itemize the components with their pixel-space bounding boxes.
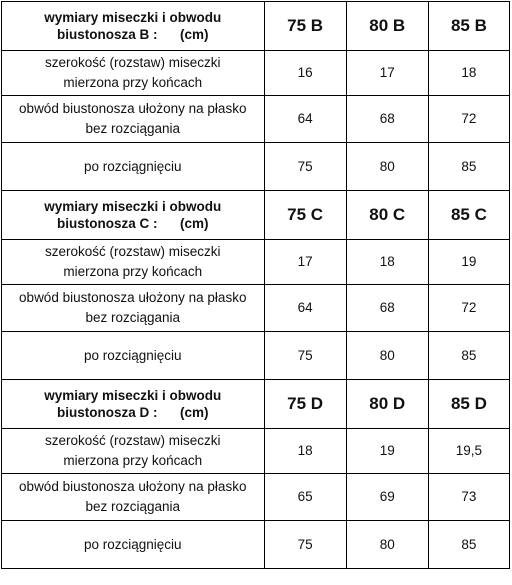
section-title-line: biustonosza C : (cm) [57,216,209,231]
size-header-cell: 85 B [428,2,509,51]
section-title [2,2,265,51]
table-row [2,143,510,191]
measurement-label-line: po rozciągnięciu [83,536,182,552]
size-header-cell: 75 D [264,380,346,429]
measurement-value: 68 [346,96,428,143]
measurement-label [2,429,265,474]
section-header-row [2,380,510,429]
size-header-cell: 80 B [346,2,428,51]
measurement-value: 19 [346,429,428,474]
table-row [2,51,510,96]
table-row [2,474,510,521]
measurement-label-line: mierzona przy końcach [63,453,203,468]
measurement-value: 17 [264,240,346,285]
section-title-line: biustonosza B : (cm) [57,27,209,42]
measurement-value: 17 [346,51,428,96]
measurement-label-line: obwód biustonosza ułożony na płasko [19,290,247,305]
section-title [2,191,265,240]
measurement-label-line: po rozciągnięciu [83,347,182,363]
measurement-label-line: po rozciągnięciu [83,158,182,174]
section-title-line: wymiary miseczki i obwodu [44,199,222,214]
table-row [2,285,510,332]
section-title [2,380,265,429]
measurement-value: 80 [346,143,428,191]
measurement-label-line: mierzona przy końcach [63,264,203,279]
measurement-label-line: obwód biustonosza ułożony na płasko [19,479,247,494]
measurement-label [2,285,265,332]
measurement-value: 72 [428,285,509,332]
section-title-line: wymiary miseczki i obwodu [44,10,222,25]
section-header-row [2,2,510,51]
measurement-value: 85 [428,143,509,191]
measurement-value: 18 [428,51,509,96]
measurement-value: 65 [264,474,346,521]
measurement-value: 75 [264,521,346,569]
section-title-line: biustonosza D : (cm) [57,405,209,420]
table-row [2,240,510,285]
measurement-value: 68 [346,285,428,332]
table-row [2,96,510,143]
size-chart-table [1,1,510,569]
size-header-cell: 85 D [428,380,509,429]
measurement-label [2,332,265,380]
measurement-value: 85 [428,521,509,569]
measurement-value: 18 [346,240,428,285]
measurement-value: 72 [428,96,509,143]
size-header-cell: 80 C [346,191,428,240]
measurement-value: 19,5 [428,429,509,474]
measurement-label-line: szerokość (rozstaw) miseczki [44,55,221,70]
measurement-label-line: bez rozciągania [85,310,181,325]
size-header-cell: 75 C [264,191,346,240]
measurement-value: 85 [428,332,509,380]
measurement-label-line: szerokość (rozstaw) miseczki [44,433,221,448]
measurement-label [2,474,265,521]
measurement-label [2,143,265,191]
measurement-label-line: szerokość (rozstaw) miseczki [44,244,221,259]
section-header-row [2,191,510,240]
measurement-value: 80 [346,521,428,569]
measurement-value: 69 [346,474,428,521]
measurement-label [2,96,265,143]
measurement-label [2,240,265,285]
measurement-label [2,51,265,96]
measurement-value: 19 [428,240,509,285]
size-header-cell: 80 D [346,380,428,429]
size-header-cell: 85 C [428,191,509,240]
measurement-label-line: bez rozciągania [85,499,181,514]
table-row [2,521,510,569]
table-row [2,429,510,474]
measurement-value: 18 [264,429,346,474]
measurement-label-line: mierzona przy końcach [63,75,203,90]
measurement-label-line: obwód biustonosza ułożony na płasko [19,101,247,116]
table-row [2,332,510,380]
measurement-value: 80 [346,332,428,380]
measurement-value: 73 [428,474,509,521]
section-title-line: wymiary miseczki i obwodu [44,388,222,403]
size-header-cell: 75 B [264,2,346,51]
measurement-value: 64 [264,96,346,143]
measurement-value: 16 [264,51,346,96]
measurement-value: 75 [264,143,346,191]
measurement-label [2,521,265,569]
measurement-label-line: bez rozciągania [85,121,181,136]
size-chart-body [2,2,510,569]
measurement-value: 64 [264,285,346,332]
measurement-value: 75 [264,332,346,380]
